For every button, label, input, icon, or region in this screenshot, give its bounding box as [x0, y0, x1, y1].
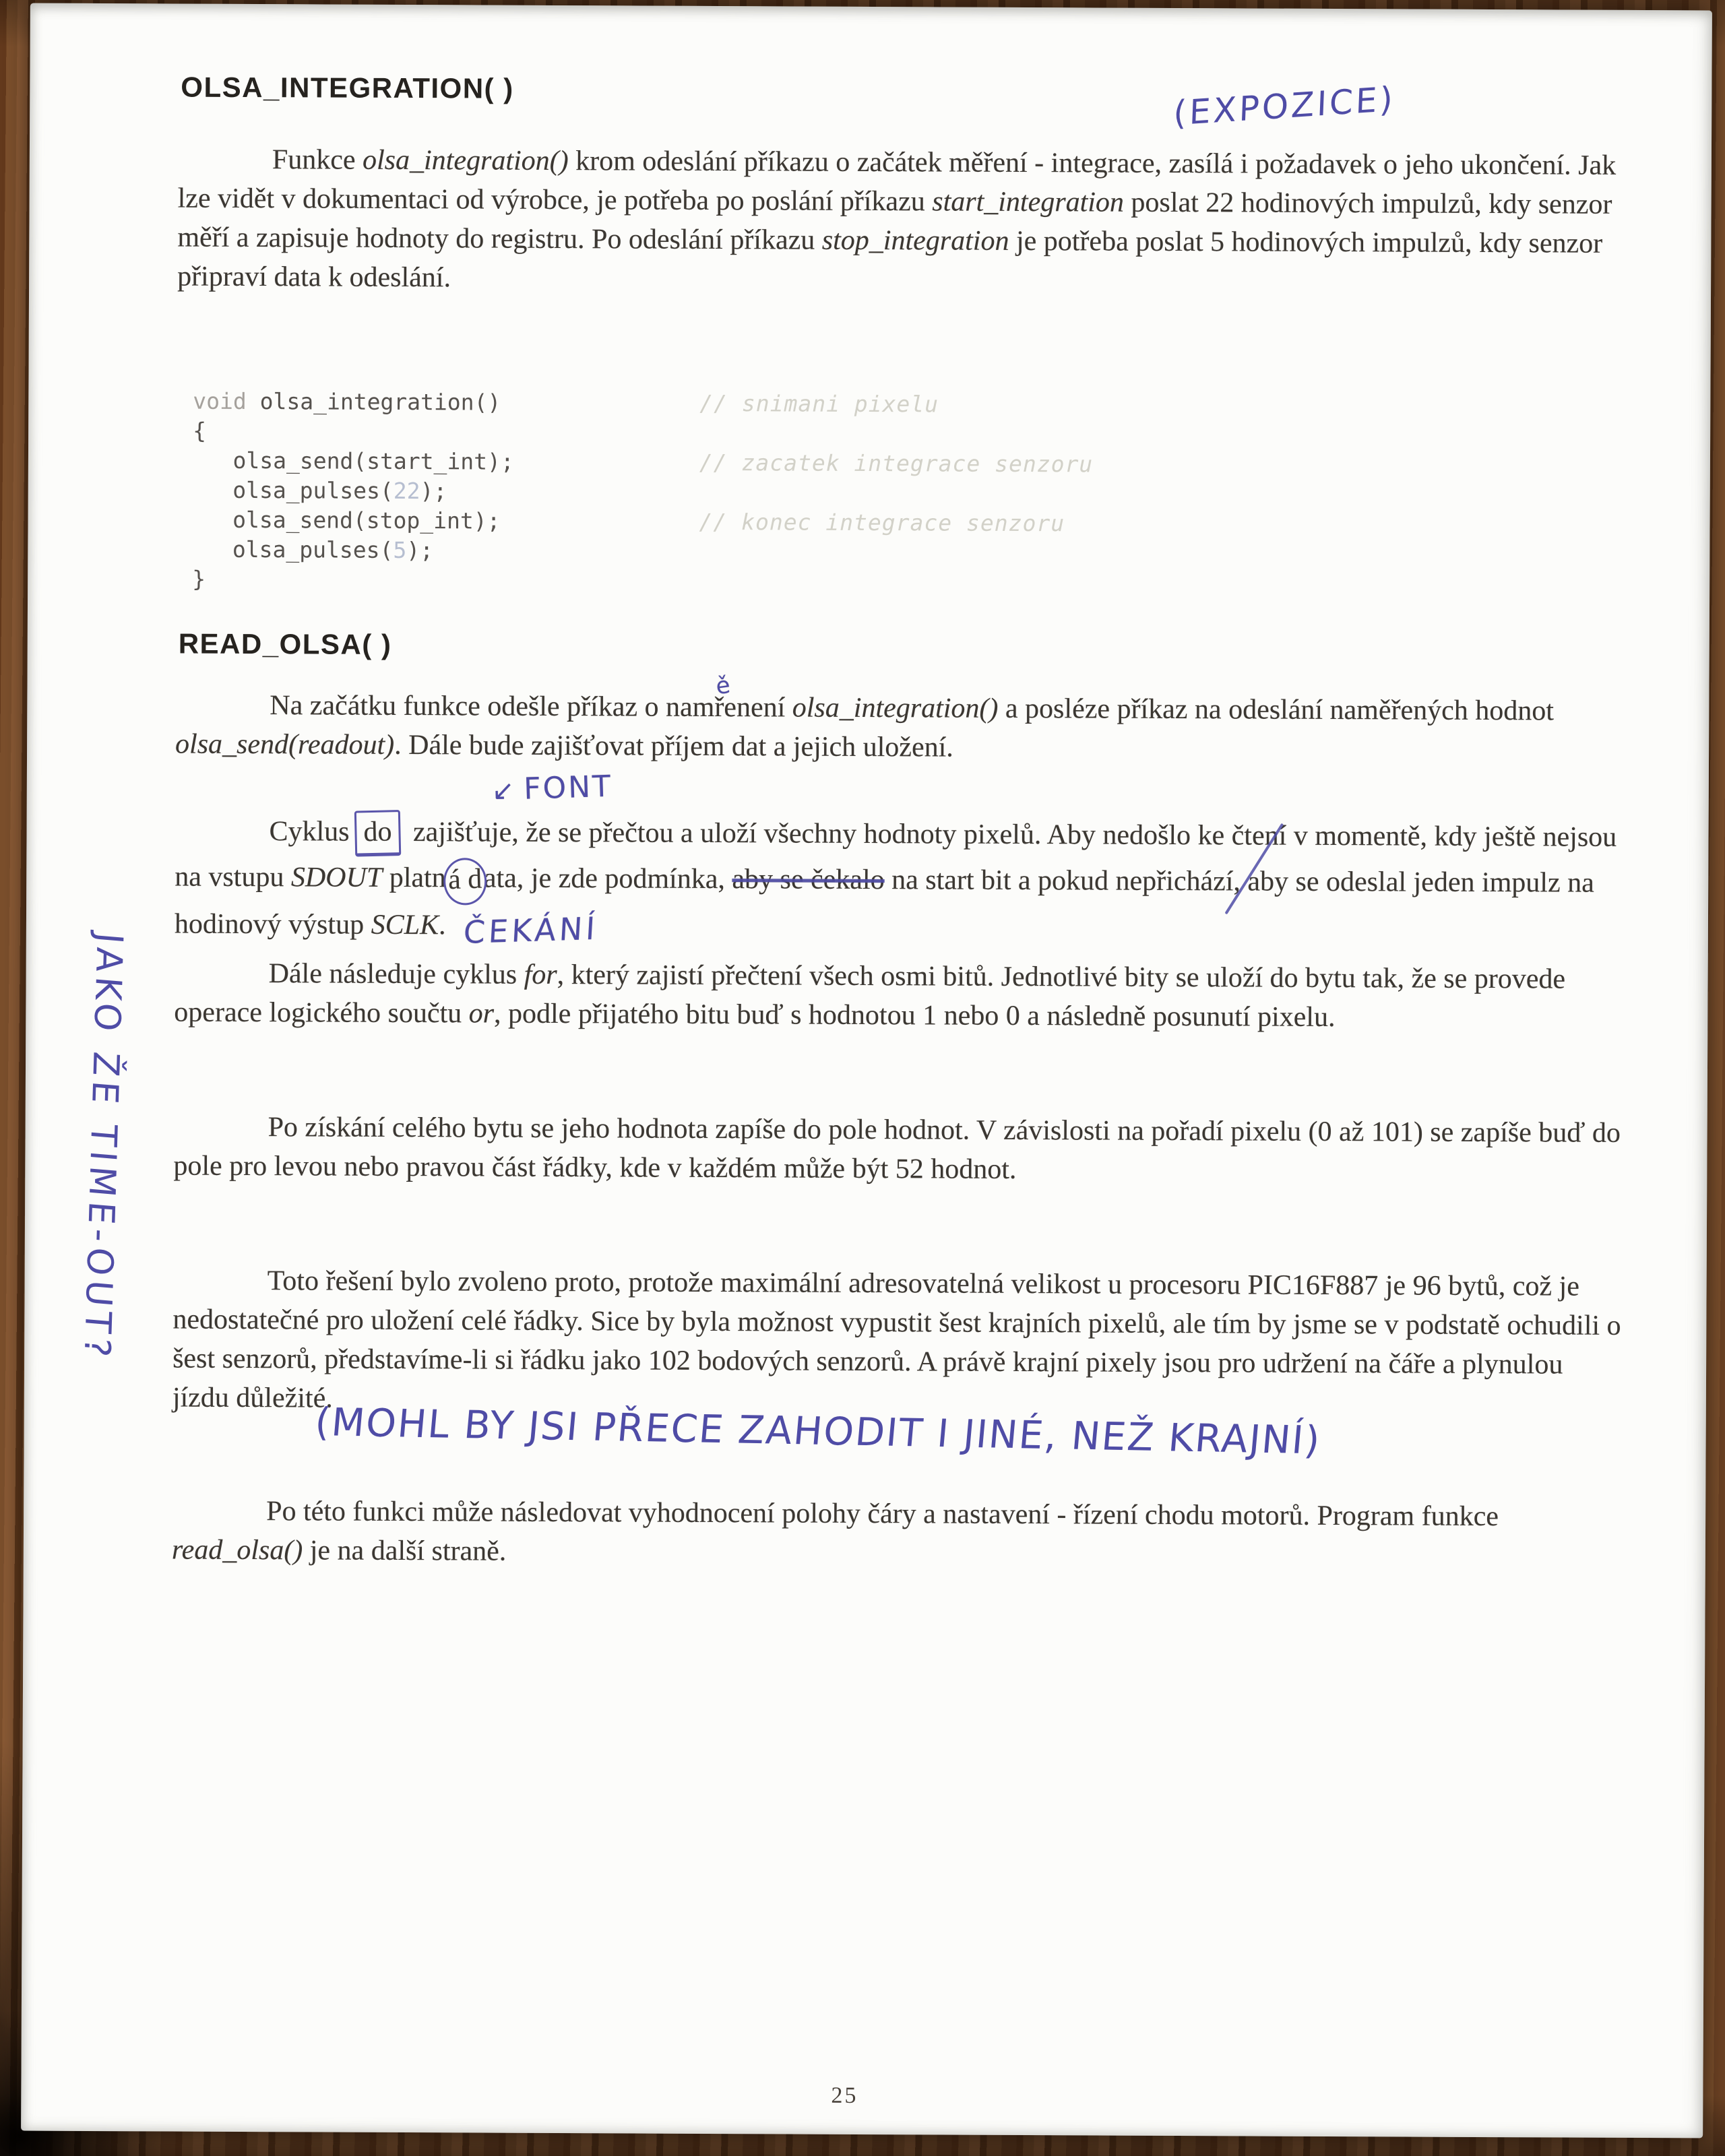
text-run: zajišťuje, že se přečtou a uloží všechny hodnoty pixelů. Aby nedošlo ke čtení v momentě, kdy ještě nejsou na vstupu [175, 817, 1617, 893]
italic-command-name: start_integration [932, 186, 1125, 218]
italic-command-name: stop_integration [821, 224, 1009, 257]
italic-function-name: olsa_send(readout) [175, 728, 395, 761]
document-page [21, 3, 1712, 2138]
text-run: . Dále bude zajišťovat příjem dat a jejich uložení. [394, 729, 953, 763]
code-line [192, 565, 513, 596]
code-number: 5 [393, 536, 407, 564]
text-run: je potřeba poslat 5 hodinových impulzů, kdy senzor připraví data k odeslání. [177, 225, 1603, 294]
text-run: poslat 22 hodinových impulzů, kdy senzor měří a zapisuje hodnoty do registru. Po odeslání příkazu [177, 187, 1612, 256]
italic-function-name: olsa_integration() [362, 144, 569, 177]
code-text: olsa_pulses( [192, 476, 394, 504]
page-number: 25 [831, 2083, 858, 2108]
code-line [193, 416, 514, 447]
code-text: olsa_pulses( [192, 536, 394, 563]
text-run: Funkce [272, 144, 363, 176]
code-number: 22 [393, 477, 420, 505]
code-line [192, 446, 1094, 478]
code-comment: // snimani pixelu [699, 389, 939, 418]
text-run: a posléze příkaz na odeslání naměřených hodnot [998, 693, 1555, 727]
text-run: . [438, 910, 446, 941]
text-run: Toto řešení bylo zvoleno proto, protože maximální adresovatelná velikost u procesoru PIC16F887 je 96 bytů, což je nedostatečné pro uložení celé řádky. Sice by byla možnost vypustit šest krajních pixelů, ale tím by jsme se v podstatě ochudili o šest senzorů, představíme-li si řádku jako 102 bodových senzorů. A právě krajní pixely jsou pro udržení na čáře a plynulou jízdu důležité. [172, 1265, 1621, 1414]
text-run: krom odeslání příkazu o začátek měření - integrace, zasílá i požadavek o jeho ukončení. Jak lze vidět v dokumentaci od výrobce, je potřeba po poslání příkazu [177, 146, 1617, 218]
code-block-olsa-integration [192, 387, 1094, 596]
italic-keyword: for [524, 959, 557, 990]
paragraph-closing [172, 1492, 1624, 1576]
text-run: na start bit a pokud nepřichází, aby se odeslal jeden impulz na hodinový výstup [174, 864, 1594, 941]
italic-function-name: olsa_integration() [792, 692, 999, 724]
italic-function-name: read_olsa() [171, 1534, 303, 1566]
italic-signal-name: SDOUT [290, 862, 383, 893]
italic-signal-name: SCLK [371, 909, 439, 941]
paragraph-byte-storage [173, 1108, 1625, 1192]
handwritten-margin-note-timeout: JAKO ŽE TIME-OUT? [75, 931, 130, 1363]
code-comment: // zacatek integrace senzoru [699, 449, 1094, 478]
text-run: ata, je zde podmínka, [483, 862, 732, 895]
section-heading-read-olsa: READ_OLSA( ) [178, 627, 392, 660]
paragraph-for-cycle [174, 954, 1626, 1038]
text-run: , podle přijatého bitu buď s hodnotou 1 nebo 0 a následně posunutí pixelu. [493, 998, 1336, 1034]
code-text: olsa_integration() [246, 387, 501, 416]
section-heading-olsa-integration: OLSA_INTEGRATION( ) [181, 71, 514, 104]
text-run: je na další straně. [303, 1535, 507, 1567]
text-run: , který zajistí přečtení všech osmi bitů. Jednotlivé bity se uloží do bytu tak, že se provede operace logického součtu [174, 959, 1566, 1029]
word-text: namřenení [665, 691, 786, 724]
text-run: Cyklus [269, 816, 350, 848]
annotation-text: FONT [523, 769, 613, 806]
code-text: ); [420, 478, 447, 505]
paragraph-pic16f887 [172, 1261, 1625, 1424]
hand-boxed-word-do: do [354, 810, 401, 856]
text-run: Po této funkci může následovat vyhodnocení polohy čáry a nastavení - řízení chodu motorů. Program funkce [266, 1496, 1499, 1533]
text-run: Dále následuje cyklus [268, 958, 524, 990]
hand-struck-text: aby se čekalo [732, 864, 885, 896]
code-line [193, 476, 514, 507]
text-run: Na začátku funkce odešle příkaz o [270, 690, 666, 723]
code-text: ); [406, 537, 434, 564]
hand-circled-letters: á d [443, 857, 487, 906]
code-text: { [193, 417, 207, 444]
code-comment: // konec integrace senzoru [699, 508, 1065, 537]
code-line [192, 505, 1065, 537]
code-text: olsa_send(start_int); [192, 447, 514, 475]
text-run: Po získání celého bytu se jeho hodnota zapíše do pole hodnot. V závislosti na pořadí pixelu (0 až 101) se zapíše buď do pole pro levou nebo pravou část řádky, kde v každém může být 52 hodnot. [173, 1112, 1621, 1185]
paragraph-cycle-do [174, 769, 1627, 951]
handwritten-correction-mark: ě [714, 671, 732, 701]
italic-keyword: or [468, 998, 495, 1029]
handwritten-annotation-font [397, 767, 613, 814]
corrected-word [665, 671, 786, 724]
text-run: platn [382, 862, 446, 894]
handwritten-annotation-expozice: (EXPOZICE) [1172, 79, 1396, 133]
code-text: } [192, 565, 206, 592]
code-keyword: void [193, 387, 247, 414]
handwritten-annotation-mohl: (MOHL BY JSI PŘECE ZAHODIT I JINÉ, NEŽ KRAJNÍ) [313, 1400, 1323, 1463]
code-line [192, 535, 513, 566]
code-text: olsa_send(stop_int); [192, 506, 501, 534]
paragraph-read-olsa-intro [175, 671, 1627, 770]
down-left-arrow-icon: ↙ [491, 775, 515, 807]
paragraph-olsa-integration [177, 140, 1630, 303]
handwritten-annotation-cekani: ČEKÁNÍ [462, 910, 599, 951]
code-line [193, 387, 939, 418]
